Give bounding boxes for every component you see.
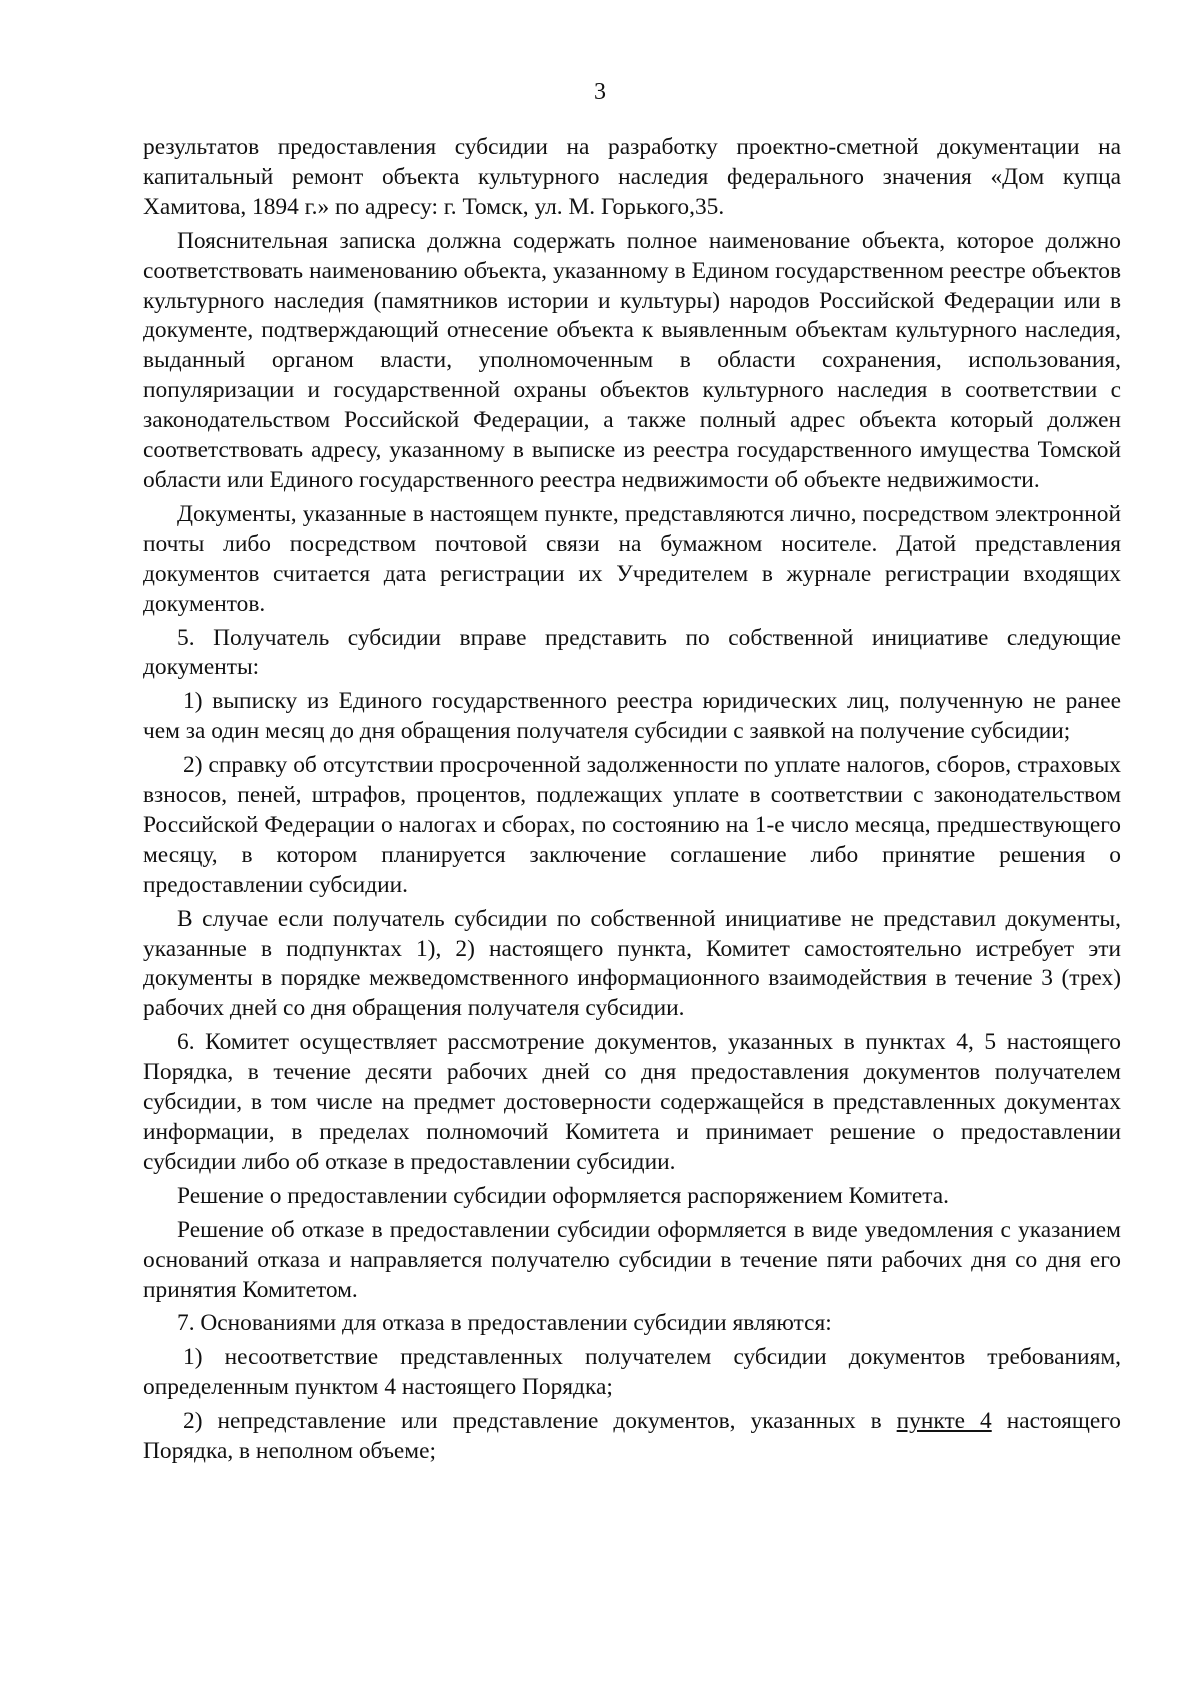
paragraph-1: результатов предоставления субсидии на разработку проектно-сметной документации на капитальный ремонт объекта культурного наследия федерального значения «Дом купца Хамитова, 1894 г.» по адресу: г. Томск, ул. М. Горького,35. bbox=[143, 134, 1121, 220]
page-number: 3 bbox=[594, 79, 606, 105]
paragraph-7: В случае если получатель субсидии по собственной инициативе не представил документы, указанные в подпунктах 1), 2) настоящего пункта, Комитет самостоятельно истребует эти документы в порядке межведомственного информационного взаимодействия в течение 3 (трех) рабочих дней со дня обращения получателя субсидии. bbox=[143, 905, 1121, 1022]
paragraph-4: 5. Получатель субсидии вправе представить по собственной инициативе следующие документы: bbox=[143, 624, 1121, 681]
paragraph-8: 6. Комитет осуществляет рассмотрение документов, указанных в пунктах 4, 5 настоящего Порядка, в течение десяти рабочих дней со дня предоставления документов получателем субсидии, в том числе на предмет достоверности содержащейся в представленных документах информации, в пределах полномочий Комитета и принимает решение о предоставлении субсидии либо об отказе в предоставлении субсидии. bbox=[143, 1029, 1121, 1175]
paragraph-10: Решение об отказе в предоставлении субсидии оформляется в виде уведомления с указанием оснований отказа и направляется получателю субсидии в течение пяти рабочих дня со дня его принятия Комитетом. bbox=[143, 1216, 1121, 1303]
paragraph-3: Документы, указанные в настоящем пункте, представляются лично, посредством электронной почты либо посредством почтовой связи на бумажном носителе. Датой представления документов считается дата регистрации их Учредителем в журнале регистрации входящих документов. bbox=[143, 500, 1121, 617]
paragraph-12: 1) несоответствие представленных получателем субсидии документов требованиям, определенным пунктом 4 настоящего Порядка; bbox=[143, 1344, 1121, 1401]
paragraph-5: 1) выписку из Единого государственного реестра юридических лиц, полученную не ранее чем за один месяц до дня обращения получателя субсидии с заявкой на получение субсидии; bbox=[143, 688, 1121, 745]
paragraph-13-before: 2) непредставление или представление документов, указанных в bbox=[183, 1408, 897, 1435]
paragraph-11: 7. Основаниями для отказа в предоставлении субсидии являются: bbox=[177, 1310, 832, 1337]
document-body bbox=[143, 133, 1121, 1471]
paragraph-2: Пояснительная записка должна содержать полное наименование объекта, которое должно соответствовать наименованию объекта, указанному в Едином государственном реестре объектов культурного наследия (памятников истории и культуры) народов Российской Федерации или в документе, подтверждающий отнесение объекта к выявленным объектам культурного наследия, выданный органом власти, уполномоченным в области сохранения, использования, популяризации и государственной охраны объектов культурного наследия в соответствии с законодательством Российской Федерации, а также полный адрес объекта который должен соответствовать адресу, указанному в выписке из реестра государственного имущества Томской области или Единого государственного реестра недвижимости об объекте недвижимости. bbox=[143, 227, 1121, 493]
point-4-link[interactable]: пункте 4 bbox=[896, 1408, 992, 1435]
paragraph-9: Решение о предоставлении субсидии оформляется распоряжением Комитета. bbox=[177, 1182, 950, 1209]
paragraph-13 bbox=[143, 1407, 1121, 1467]
paragraph-6: 2) справку об отсутствии просроченной задолженности по уплате налогов, сборов, страховых взносов, пеней, штрафов, процентов, подлежащих уплате в соответствии с законодательством Российской Федерации о налогах и сборах, по состоянию на 1-е число месяца, предшествующего месяцу, в котором планируется заключение соглашение либо принятие решения о предоставлении субсидии. bbox=[143, 752, 1121, 898]
paragraph-13-after: настоящего Порядка, в неполном объеме; bbox=[143, 1408, 1121, 1465]
